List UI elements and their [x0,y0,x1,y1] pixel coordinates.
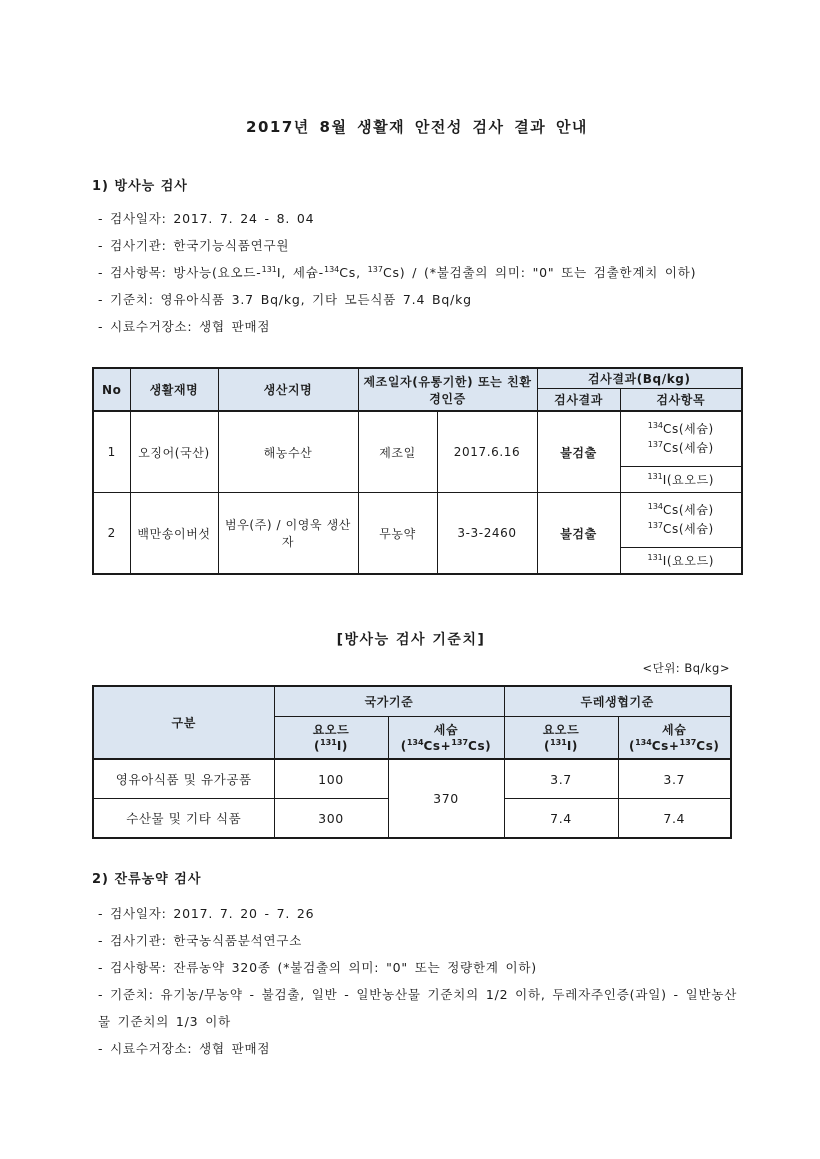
cell-category: 영유아식품 및 유가공품 [93,759,274,799]
cell-cert-type: 무농약 [358,493,437,575]
header-cell-date-cert: 제조일자(유통기한) 또는 친환경인증 [358,368,537,411]
header-cell-national-iodine: 요오드 ($^{131}$I) [274,717,388,760]
pesticide-section-heading: 2) 잔류농약 검사 [92,872,202,887]
standards-table-header-row-group [93,686,731,717]
radiation-results-table [92,367,743,575]
radiation-bullet-list [92,205,742,340]
cell-product: 백만송이버섯 [130,493,218,575]
radiation-table-header-row-group [93,368,742,389]
cell-national-iodine: 100 [274,759,388,799]
unit-note: <단위: Bq/kg> [642,661,730,675]
cell-cert-value: 3-3-2460 [437,493,537,575]
header-cell-coop-cesium: 세슘 ($^{134}$Cs+$^{137}$Cs) [618,717,731,760]
radiation-bullet-date: - 검사일자: 2017. 7. 24 - 8. 04 [98,211,315,226]
cell-cert-type: 제조일 [358,411,437,493]
header-cell-item: 검사항목 [620,389,742,412]
radiation-bullet-standard: - 기준치: 영유아식품 3.7 Bq/kg, 기타 모든식품 7.4 Bq/kg [98,292,472,307]
cell-national-iodine: 300 [274,799,388,839]
table-row [93,493,742,548]
cell-no: 1 [93,411,130,493]
cell-origin: 해농수산 [218,411,358,493]
radiation-bullet-items: - 검사항목: 방사능(요오드-$^{131}$I, 세슘-$^{134}$Cs, $^{137}$Cs) / (*불검출의 의미: "0" 또는 검출한계치 이하) [98,264,697,280]
standards-heading: [방사능 검사 기준치] [336,632,486,648]
header-cell-coop-iodine: 요오드 ($^{131}$I) [504,717,618,760]
cell-item-cesium: $^{134}$Cs(세슘) $^{137}$Cs(세슘) [620,411,742,467]
cell-no: 2 [93,493,130,575]
table-row [93,759,731,799]
cell-item-cesium: $^{134}$Cs(세슘) $^{137}$Cs(세슘) [620,493,742,548]
cell-coop-cesium: 7.4 [618,799,731,839]
cell-coop-iodine: 7.4 [504,799,618,839]
header-cell-origin: 생산지명 [218,368,358,411]
cell-item-iodine: $^{131}$I(요오드) [620,467,742,493]
page-title: 2017년 8월 생활재 안전성 검사 결과 안내 [246,118,588,136]
cell-result: 불검출 [537,493,620,575]
radiation-section-heading: 1) 방사능 검사 [92,179,188,194]
header-cell-product: 생활재명 [130,368,218,411]
pesticide-bullet-date: - 검사일자: 2017. 7. 20 - 7. 26 [98,906,315,921]
cell-category: 수산물 및 기타 식품 [93,799,274,839]
cell-result: 불검출 [537,411,620,493]
cell-origin: 범우(주) / 이영욱 생산자 [218,493,358,575]
cell-product: 오징어(국산) [130,411,218,493]
cell-coop-iodine: 3.7 [504,759,618,799]
header-cell-national: 국가기준 [274,686,504,717]
header-cell-national-cesium: 세슘 ($^{134}$Cs+$^{137}$Cs) [388,717,504,760]
cell-national-cesium: 370 [388,759,504,838]
radiation-bullet-location: - 시료수거장소: 생협 판매점 [98,319,271,334]
cell-item-iodine: $^{131}$I(요오드) [620,548,742,575]
pesticide-bullet-location: - 시료수거장소: 생협 판매점 [98,1041,271,1056]
cell-cert-value: 2017.6.16 [437,411,537,493]
pesticide-bullet-items: - 검사항목: 잔류농약 320종 (*불검출의 의미: "0" 또는 정량한계 이하) [98,960,537,975]
header-cell-category: 구분 [93,686,274,759]
radiation-standards-table [92,685,732,839]
header-cell-coop: 두레생협기준 [504,686,731,717]
radiation-bullet-agency: - 검사기관: 한국기능식품연구원 [98,238,290,253]
header-cell-no: No [93,368,130,411]
pesticide-bullet-standard: - 기준치: 유기농/무농약 - 불검출, 일반 - 일반농산물 기준치의 1/2 이하, 두레자주인증(과일) - 일반농산물 기준치의 1/3 이하 [98,987,738,1029]
header-cell-result: 검사결과 [537,389,620,412]
cell-coop-cesium: 3.7 [618,759,731,799]
table-row [93,411,742,467]
pesticide-bullet-agency: - 검사기관: 한국농식품분석연구소 [98,933,303,948]
header-cell-result-group: 검사결과(Bq/kg) [537,368,742,389]
pesticide-bullet-list [92,900,742,1062]
